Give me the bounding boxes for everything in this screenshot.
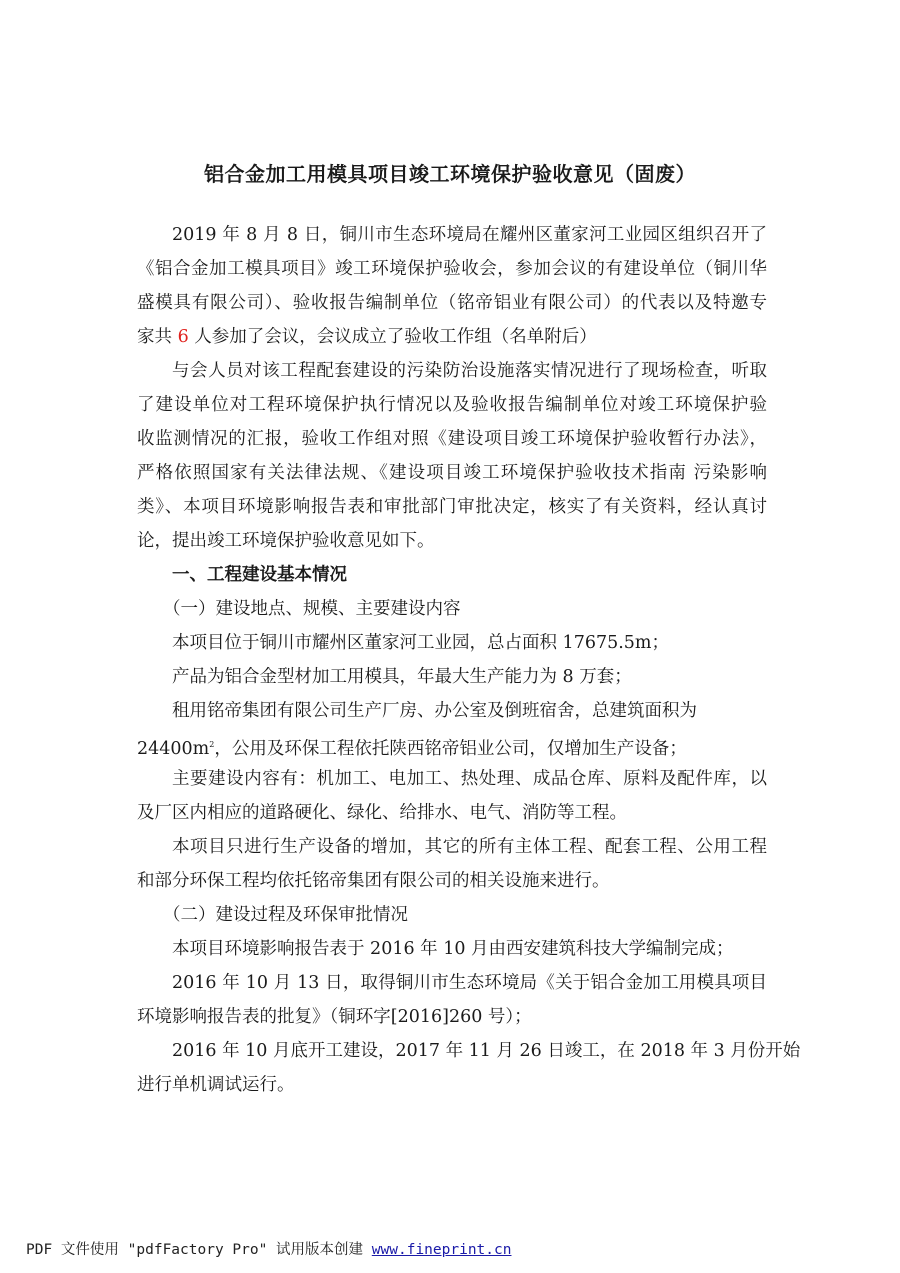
para2-line-4: 严格依照国家有关法律法规、《建设项目竣工环境保护验收技术指南 污染影响: [137, 463, 767, 483]
para2-line-3: 收监测情况的汇报，验收工作组对照《建设项目竣工环境保护验收暂行办法》，: [137, 429, 767, 449]
subsection-2-heading: （二）建设过程及环保审批情况: [163, 905, 408, 925]
intro-line-1: 2019 年 8 月 8 日，铜川市生态环境局在耀州区董家河工业园区组织召开了: [172, 225, 767, 245]
para2-line-5: 类》、本项目环境影响报告表和审批部门审批决定，核实了有关资料，经认真讨: [137, 497, 767, 517]
section-1-heading: 一、工程建设基本情况: [172, 565, 347, 585]
equip-line-1: 本项目只进行生产设备的增加，其它的所有主体工程、配套工程、公用工程: [172, 837, 767, 857]
document-title: 铝合金加工用模具项目竣工环境保护验收意见（固废）: [204, 162, 696, 186]
location-line: 本项目位于铜川市耀州区董家河工业园，总占面积 17675.5m；: [172, 633, 670, 653]
intro-line-4-post: 人参加了会议，会议成立了验收工作组（名单附后）: [194, 327, 597, 347]
para2-line-2: 了建设单位对工程环境保护执行情况以及验收报告编制单位对竣工环境保护验: [137, 395, 767, 415]
footer-text: PDF 文件使用 "pdfFactory Pro" 试用版本创建: [26, 1242, 372, 1258]
intro-line-3: 盛模具有限公司）、验收报告编制单位（铭帝铝业有限公司）的代表以及特邀专: [137, 293, 767, 313]
intro-line-2: 《铝合金加工模具项目》竣工环境保护验收会，参加会议的有建设单位（铜川华: [137, 259, 767, 279]
build-line-2: 进行单机调试运行。: [137, 1075, 295, 1095]
document-body: [137, 218, 801, 1102]
content-line-2: 及厂区内相应的道路硬化、绿化、给排水、电气、消防等工程。: [137, 803, 627, 823]
subsection-1-heading: （一）建设地点、规模、主要建设内容: [163, 599, 461, 619]
content-line-1: 主要建设内容有：机加工、电加工、热处理、成品仓库、原料及配件库，以: [172, 769, 767, 789]
para2-line-1: 与会人员对该工程配套建设的污染防治设施落实情况进行了现场检查，听取: [172, 361, 767, 381]
rent-line-2-rest: ，公用及环保工程依托陕西铭帝铝业公司，仅增加生产设备；: [214, 739, 687, 759]
pdf-footer: [26, 1238, 511, 1259]
rent-line-2: [137, 728, 767, 762]
report-line: 本项目环境影响报告表于 2016 年 10 月由西安建筑科技大学编制完成；: [172, 939, 734, 959]
build-line-1: 2016 年 10 月底开工建设，2017 年 11 月 26 日竣工，在 2018 年 3 月份开始: [172, 1041, 801, 1061]
approval-line-1: 2016 年 10 月 13 日，取得铜川市生态环境局《关于铝合金加工用模具项目: [172, 973, 767, 993]
product-line: 产品为铝合金型材加工用模具，年最大生产能力为 8 万套；: [172, 667, 632, 687]
building-area-value: 24400m: [137, 739, 210, 759]
intro-line-4-pre: 家共: [137, 327, 172, 347]
equip-line-2: 和部分环保工程均依托铭帝集团有限公司的相关设施来进行。: [137, 871, 610, 891]
approval-line-2: 环境影响报告表的批复》（铜环字[2016]260 号）；: [137, 1007, 532, 1027]
rent-line-1: 租用铭帝集团有限公司生产厂房、办公室及倒班宿舍，总建筑面积为: [172, 701, 697, 721]
footer-link[interactable]: www.fineprint.cn: [371, 1242, 512, 1258]
para2-line-6: 论，提出竣工环境保护验收意见如下。: [137, 531, 435, 551]
area-unit-superscript: 2: [209, 740, 215, 749]
intro-line-4: [137, 320, 767, 354]
attendee-count: 6: [177, 327, 189, 347]
